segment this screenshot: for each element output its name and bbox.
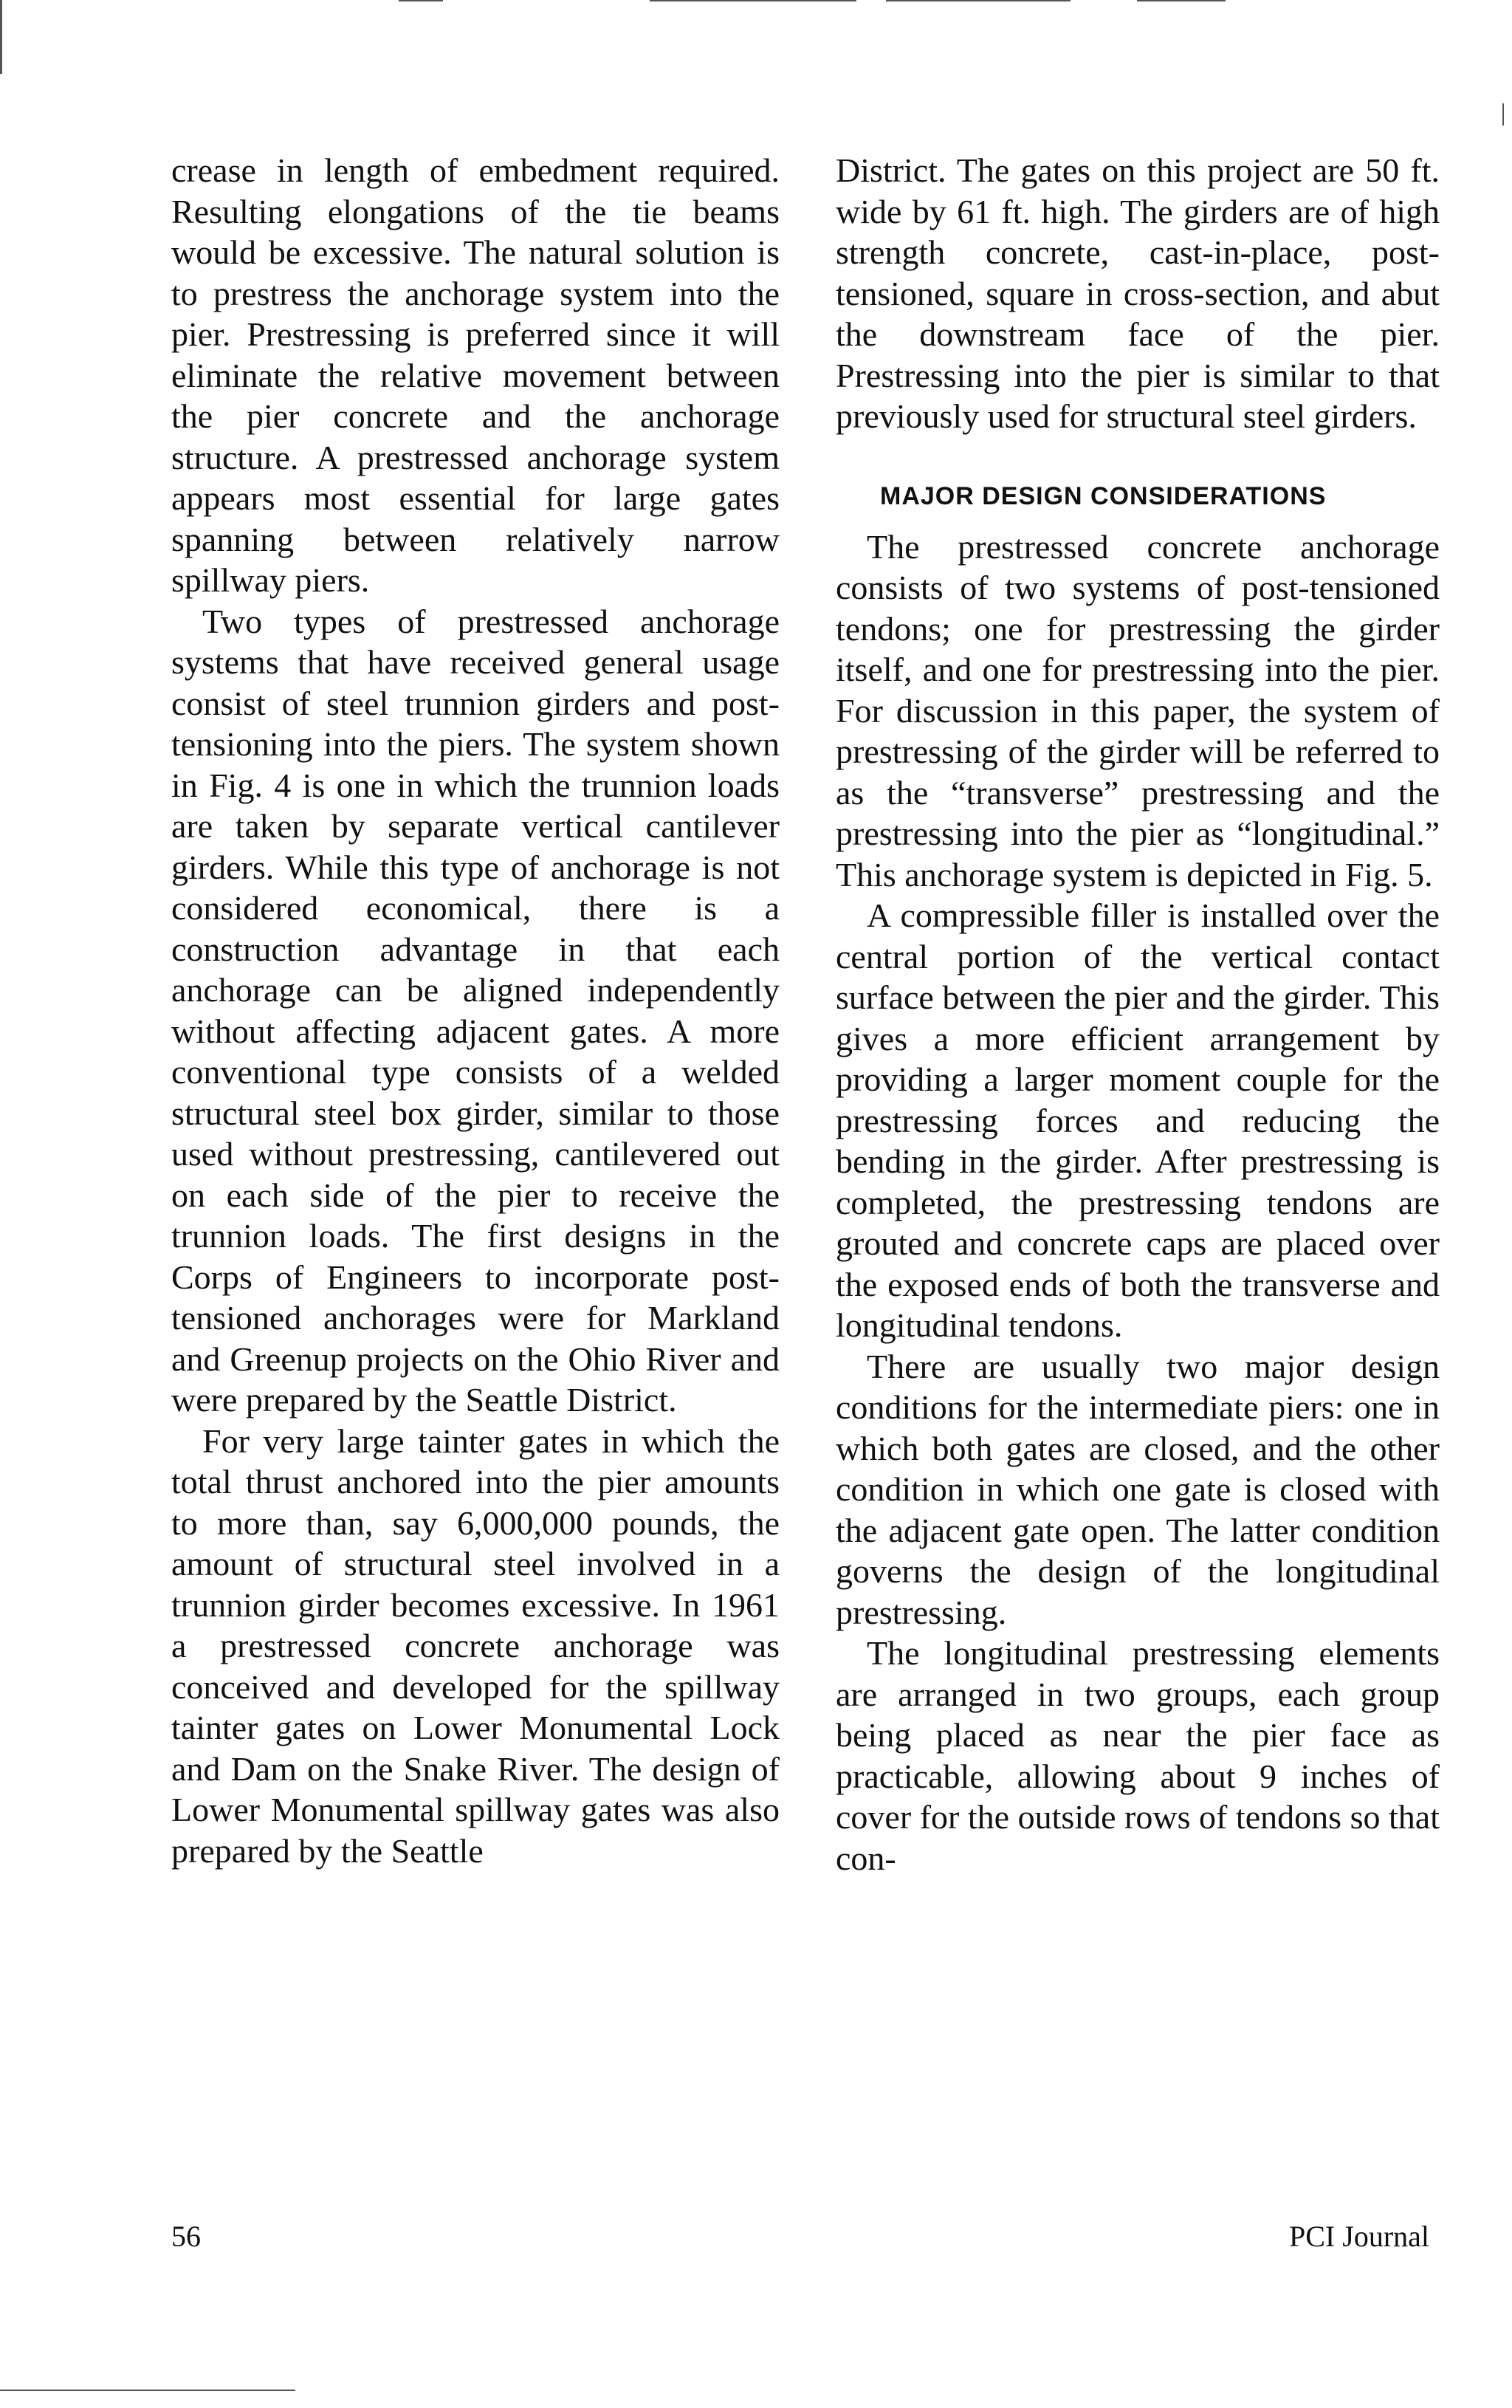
right-paragraph-2: A compressible filler is installed over the central portion of the vertical contact surface between the pier and the girder. This gives a more efficient arrangement by providing a larger moment couple for the prestressing forces and reducing the bending in the girder. After prestressing is completed, the prestressing tendons are grouted and concrete caps are placed over the exposed ends of both the transverse and longitudinal tendons.	[836, 896, 1440, 1344]
left-paragraph-2: Two types of prestressed anchorage systems that have received general usage consist of steel trunnion girders and post-tensioning into the piers. The system shown in Fig. 4 is one in which the trunnion loads are taken by separate vertical cantilever girders. While this type of anchorage is not considered economical, there is a construction advantage in that each anchorage can be aligned independently without affecting adjacent gates. A more conventional type consists of a welded structural steel box girder, similar to those used without prestressing, cantilevered out on each side of the pier to receive the trunnion loads. The first designs in the Corps of Engineers to incorporate post-tensioned anchorages were for Markland and Greenup projects on the Ohio River and were prepared by the Seattle District.	[171, 602, 780, 1419]
journal-name: PCI Journal	[1289, 2220, 1429, 2253]
left-paragraph-3: For very large tainter gates in which the total thrust anchored into the pier amounts to more than, say 6,000,000 pounds, the amount of structural steel involved in a trunnion girder becomes excessive. In 1961 a prestressed concrete anchorage was conceived and developed for the spillway tainter gates on Lower Monumental Lock and Dam on the Snake River. The design of Lower Monumental spillway gates was also prepared by the Seattle	[171, 1421, 780, 1870]
right-paragraph-4: The longitudinal prestressing elements are arranged in two groups, each group being placed as near the pier face as practicable, allowing about 9 inches of cover for the outside rows of tendons so that con-	[836, 1634, 1440, 1877]
scan-artifact-top-rule-1	[399, 0, 443, 1]
scan-artifact-top-rule-3	[886, 0, 1071, 1]
scan-artifact-bottom-rule	[0, 2390, 295, 2391]
right-paragraph-3: There are usually two major design conditions for the intermediate piers: one in which both gates are closed, and the other condition in which one gate is closed with the adjacent gate open. The latter condition governs the design of the longitudinal prestressing.	[836, 1347, 1440, 1631]
scan-artifact-top-rule-2	[650, 0, 856, 1]
scan-artifact-left-edge	[0, 0, 2, 74]
section-heading: MAJOR DESIGN CONSIDERATIONS	[880, 481, 1327, 510]
page-number: 56	[171, 2220, 201, 2253]
scan-artifact-right-tick	[1502, 103, 1504, 126]
left-column	[171, 150, 780, 1871]
scan-artifact-top-rule-4	[1137, 0, 1226, 1]
right-column	[836, 150, 1440, 1879]
left-paragraph-1: crease in length of embedment required. Resulting elongations of the tie beams would be excessive. The natural solution is to prestress the anchorage system into the pier. Prestressing is preferred since it will eliminate the relative movement between the pier concrete and the anchorage structure. A prestressed anchorage system appears most essential for large gates spanning between relatively narrow spillway piers.	[171, 151, 780, 599]
right-paragraph-1: The prestressed concrete anchorage consists of two systems of post-tensioned tendons; one for prestressing the girder itself, and one for prestressing into the pier. For discussion in this paper, the system of prestressing of the girder will be referred to as the “transverse” prestressing and the prestressing into the pier as “longitudinal.” This anchorage system is depicted in Fig. 5.	[836, 527, 1440, 893]
right-intro-paragraph: District. The gates on this project are 50 ft. wide by 61 ft. high. The girders are of high strength concrete, cast-in-place, post-tensioned, square in cross-section, and abut the downstream face of the pier. Prestressing into the pier is similar to that previously used for structural steel girders.	[836, 151, 1440, 435]
